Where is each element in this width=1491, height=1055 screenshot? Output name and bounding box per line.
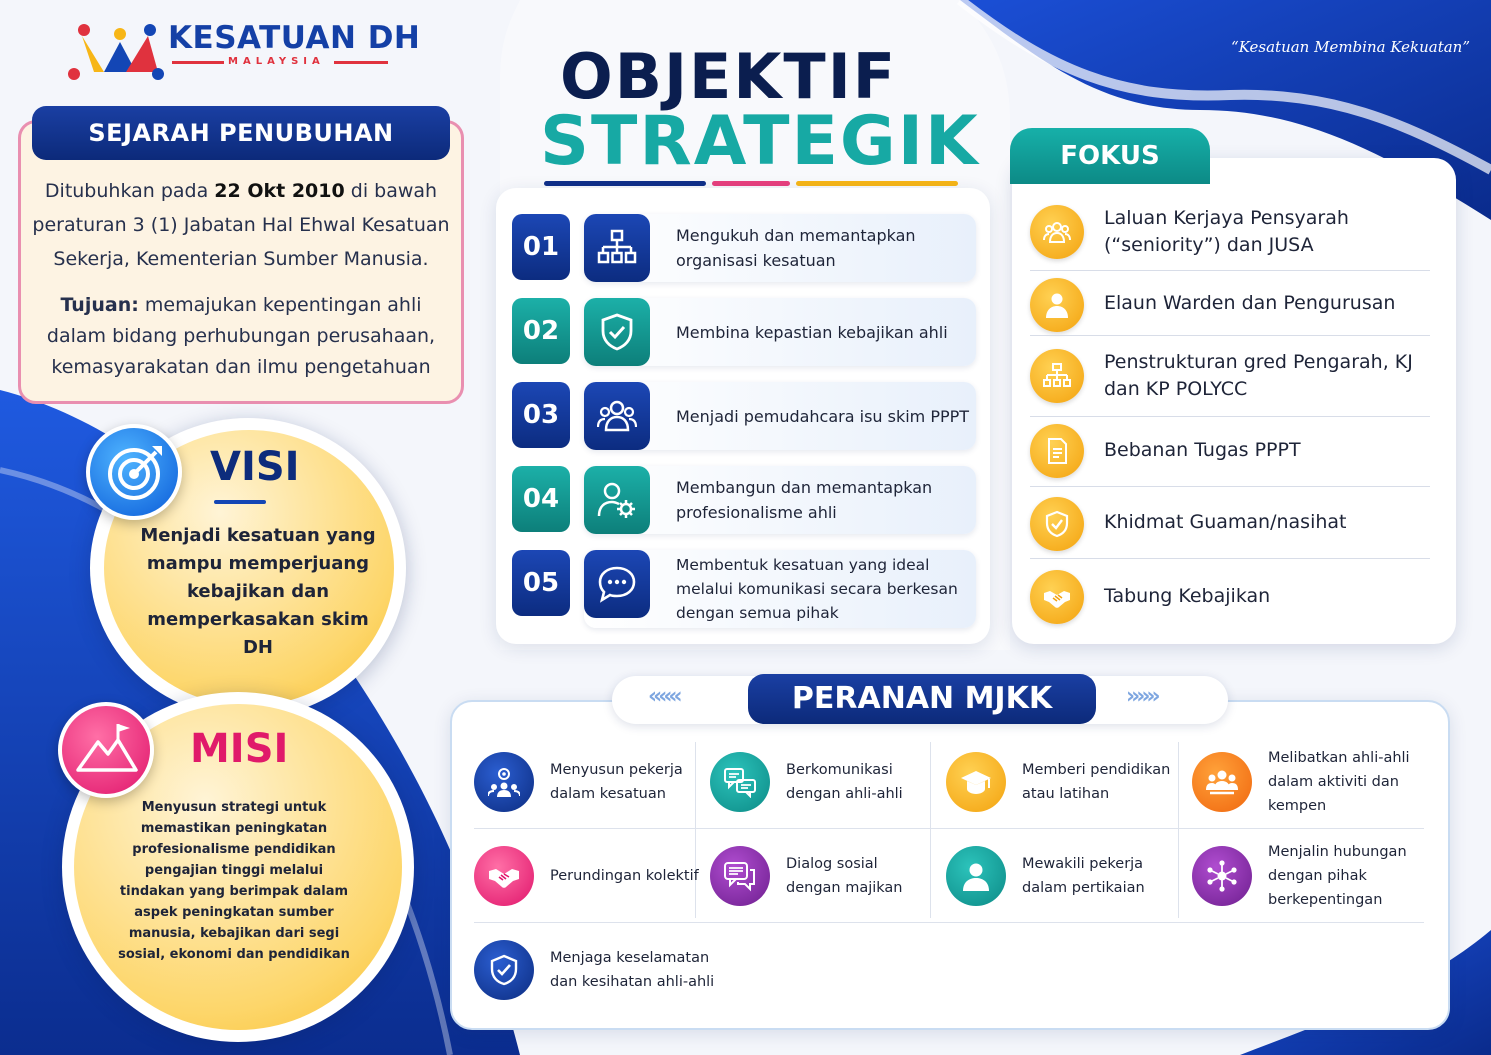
document-icon <box>1030 424 1084 478</box>
logo-divider <box>334 61 388 64</box>
sejarah-date: 22 Okt 2010 <box>214 180 345 202</box>
peranan-text: Memberi pendidikan atau latihan <box>1022 762 1171 802</box>
handshake-icon <box>474 846 534 906</box>
grid-divider <box>474 922 1424 923</box>
fokus-text: Khidmat Guaman/nasihat <box>1104 511 1347 533</box>
sejarah-text: Ditubuhkan pada 22 Okt 2010 di bawah peraturan 3 (1) Jabatan Hal Ehwal Kesatuan Sekerja, Kementerian Sumber Manusia. <box>32 180 450 270</box>
user-gear-icon <box>584 466 650 534</box>
objektif-item <box>510 382 976 450</box>
chevrons-left-icon: ««« <box>648 684 679 709</box>
org-chart-icon <box>1030 349 1084 403</box>
visi-underline <box>214 500 266 504</box>
handshake-icon <box>1030 570 1084 624</box>
motto: “Kesatuan Membina Kekuatan” <box>1231 38 1470 56</box>
peranan-text: Melibatkan ahli-ahli dalam aktiviti dan kempen <box>1268 750 1410 814</box>
tujuan-text: Tujuan: memajukan kepentingan ahli dalam bidang perhubungan perusahaan, kemasyarakatan dan ilmu pengetahuan <box>46 294 436 378</box>
shield-check-icon <box>584 298 650 366</box>
fokus-divider <box>1030 486 1430 487</box>
team-gear-icon <box>474 752 534 812</box>
objektif-number: 04 <box>512 466 570 532</box>
chat-icon <box>584 550 650 618</box>
peranan-text: Menyusun pekerja dalam kesatuan <box>550 762 683 802</box>
objektif-item <box>510 466 976 534</box>
sejarah-heading: SEJARAH PENUBUHAN <box>32 106 450 160</box>
logo-subtitle: MALAYSIA <box>228 56 325 67</box>
objektif-item <box>510 550 976 622</box>
objektif-number: 02 <box>512 298 570 364</box>
visi-title: VISI <box>210 444 300 490</box>
title-underline <box>712 181 790 186</box>
misi-title: MISI <box>190 726 289 772</box>
objektif-item <box>510 214 976 282</box>
people-icon <box>1030 205 1084 259</box>
fokus-heading: FOKUS <box>1010 128 1210 184</box>
shield-check-icon <box>1030 497 1084 551</box>
org-chart-icon <box>584 214 650 282</box>
misi-text: Menyusun strategi untuk memastikan peningkatan profesionalisme pendidikan pengajian tinggi melalui tindakan yang berimpak dalam aspek peningkatan sumber manusia, kebajikan dari segi sosial, ekonomi dan pendidikan <box>118 800 350 962</box>
strategik-title: STRATEGIK <box>540 102 980 181</box>
user-icon <box>946 846 1006 906</box>
group-icon <box>584 382 650 450</box>
objektif-number: 03 <box>512 382 570 448</box>
person-icon <box>1030 278 1084 332</box>
chevrons-right-icon: »»» <box>1126 684 1157 709</box>
fokus-text: Laluan Kerjaya Pensyarah (“seniority”) dan JUSA <box>1104 207 1349 256</box>
fokus-text: Bebanan Tugas PPPT <box>1104 439 1301 461</box>
title-underline <box>796 181 958 186</box>
objektif-item <box>510 298 976 366</box>
tujuan-label: Tujuan: <box>60 294 139 316</box>
peranan-heading: PERANAN MJKK <box>748 674 1096 724</box>
objektif-text: Membangun dan memantapkan profesionalisme ahli <box>676 478 933 522</box>
chat-message-icon <box>710 846 770 906</box>
peranan-text: Berkomunikasi dengan ahli-ahli <box>786 762 903 802</box>
objektif-text: Membina kepastian kebajikan ahli <box>676 322 948 342</box>
objektif-number: 05 <box>512 550 570 616</box>
fokus-text: Elaun Warden dan Pengurusan <box>1104 292 1396 314</box>
objektif-number: 01 <box>512 214 570 280</box>
network-icon <box>1192 846 1252 906</box>
peranan-text: Menjaga keselamatan dan kesihatan ahli-ahli <box>550 950 715 990</box>
grid-divider <box>1178 742 1179 918</box>
logo-divider <box>172 61 224 64</box>
union-logo-icon <box>64 22 168 86</box>
shield-check-icon <box>474 940 534 1000</box>
chat-bubbles-icon <box>710 752 770 812</box>
visi-text: Menjadi kesatuan yang mampu memperjuang kebajikan dan memperkasakan skim DH <box>140 525 376 658</box>
fokus-divider <box>1030 270 1430 271</box>
fokus-text: Penstrukturan gred Pengarah, KJ dan KP POLYCC <box>1104 351 1413 400</box>
fokus-text: Tabung Kebajikan <box>1104 585 1271 607</box>
objektif-title: OBJEKTIF <box>560 40 898 113</box>
objektif-text: Menjadi pemudahcara isu skim PPPT <box>676 406 970 426</box>
target-icon <box>86 424 182 520</box>
title-underline <box>544 181 706 186</box>
graduation-cap-icon <box>946 752 1006 812</box>
objektif-text: Membentuk kesatuan yang ideal melalui komunikasi secara berkesan dengan semua pihak <box>676 556 958 622</box>
mountain-flag-icon <box>58 702 154 798</box>
grid-divider <box>474 828 1424 829</box>
audience-icon <box>1192 752 1252 812</box>
fokus-divider <box>1030 335 1430 336</box>
objektif-text: Mengukuh dan memantapkan organisasi kesatuan <box>676 226 916 270</box>
peranan-text: Mewakili pekerja dalam pertikaian <box>1022 856 1145 896</box>
peranan-text: Perundingan kolektif <box>550 868 699 884</box>
peranan-text: Dialog sosial dengan majikan <box>786 856 903 896</box>
logo-title: KESATUAN DH <box>168 20 421 56</box>
fokus-divider <box>1030 416 1430 417</box>
fokus-divider <box>1030 558 1430 559</box>
peranan-text: Menjalin hubungan dengan pihak berkepentingan <box>1268 844 1407 908</box>
